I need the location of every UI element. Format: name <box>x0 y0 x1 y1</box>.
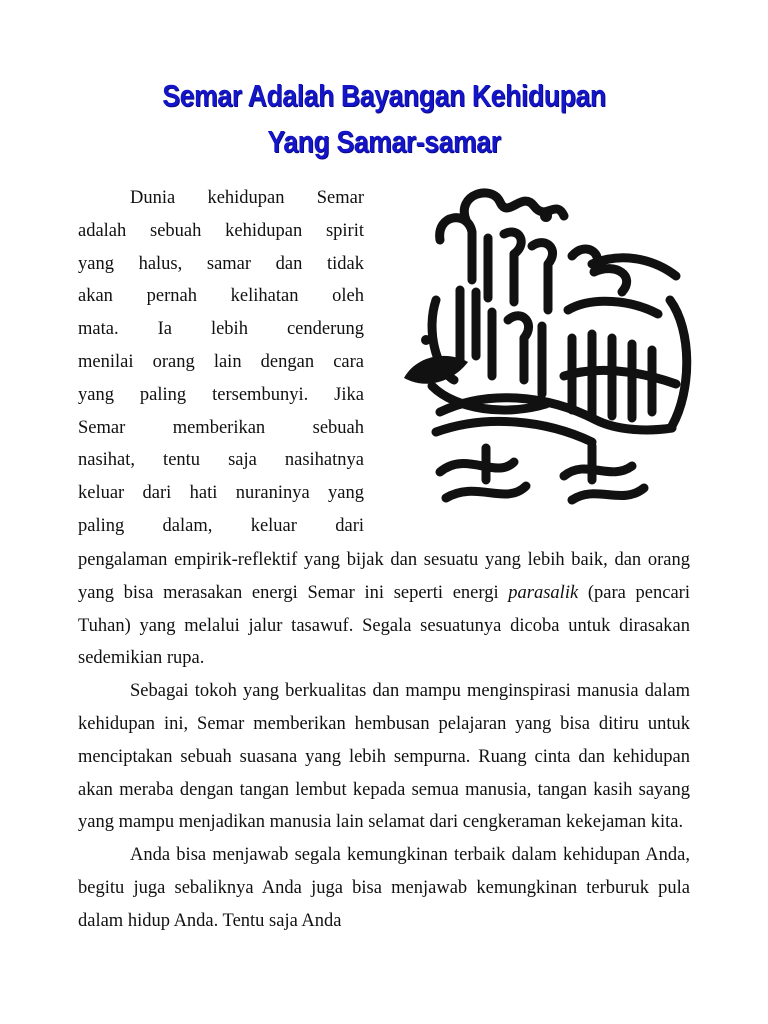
text-line: nasihat, tentu saja nasihatnya <box>78 450 364 471</box>
text-line: Dunia kehidupan Semar <box>130 188 364 208</box>
text-line: paling dalam, keluar dari <box>78 515 364 536</box>
text-line: Semar memberikan sebuah <box>78 417 364 438</box>
text-run: pengalaman empirik-reflektif yang bijak dan sesuatu yang lebih baik, dan orang yang bisa merasakan energi Semar ini seperti energi <box>78 550 690 603</box>
text-line: yang paling tersembunyi. Jika <box>78 384 364 405</box>
text-line: akan pernah kelihatan oleh <box>78 286 364 307</box>
text-run: (para pencari Tuhan) yang melalui jalur tasawuf. Segala sesuatunya dicoba untuk dirasakan sedemikian rupa. <box>78 582 690 669</box>
italic-term: parasalik <box>508 582 579 603</box>
paragraph-1-continuation <box>78 544 690 675</box>
page-title-line-2: Yang Samar-samar <box>267 124 501 159</box>
text-line: mata. Ia lebih cenderung <box>78 319 364 340</box>
text-line: adalah sebuah kehidupan spirit <box>78 220 364 241</box>
paragraph-3: Anda bisa menjawab segala kemungkinan terbaik dalam kehidupan Anda, begitu juga sebaliknya Anda juga bisa menjawab kemungkinan terburuk pula dalam hidup Anda. Tentu saja Anda <box>78 845 690 931</box>
page-title-line-1: Semar Adalah Bayangan Kehidupan <box>162 78 606 113</box>
full-width-text <box>78 544 690 938</box>
semar-calligraphy-figure-icon <box>396 180 702 526</box>
text-line: yang halus, samar dan tidak <box>78 253 364 274</box>
paragraph-2: Sebagai tokoh yang berkualitas dan mampu menginspirasi manusia dalam kehidupan ini, Semar memberikan hembusan pelajaran yang bisa ditiru untuk menciptakan sebuah suasana yang lebih sempurna. Ruang cinta dan kehidupan akan meraba dengan tangan lembut kepada semua manusia, tangan kasih sayang yang mampu menjadikan manusia lain selamat dari cengkeraman kekejaman kita. <box>78 681 690 833</box>
text-line: menilai orang lain dengan cara <box>78 351 364 372</box>
narrow-column-text <box>78 182 364 543</box>
text-line: keluar dari hati nuraninya yang <box>78 483 364 504</box>
